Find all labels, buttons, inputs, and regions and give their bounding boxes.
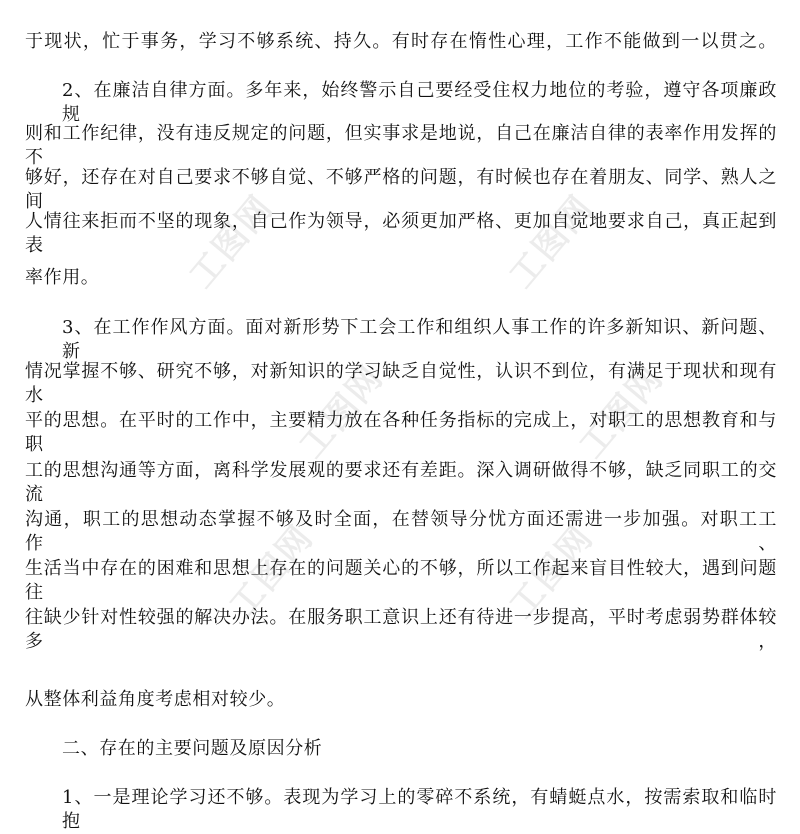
watermark: 工图网 xyxy=(501,517,602,626)
paragraph-line: 平的思想。在平时的工作中，主要精力放在各种任务指标的完成上，对职工的思想教育和与职 xyxy=(25,410,777,455)
watermark: 工图网 xyxy=(501,187,602,296)
paragraph-line: 于现状，忙于事务，学习不够系统、持久。有时存在惰性心理，工作不能做到一以贯之。 xyxy=(25,31,777,52)
paragraph-line: 往缺少针对性较强的解决办法。在服务职工意识上还有待进一步提高，平时考虑弱势群体较多， xyxy=(25,607,777,652)
watermark: 工图网 xyxy=(221,517,322,626)
paragraph-line: 够好，还存在对自己要求不够自觉、不够严格的问题，有时候也存在着朋友、同学、熟人之间 xyxy=(25,167,777,212)
watermark: 工图网 xyxy=(571,357,672,466)
paragraph-line: 2、在廉洁自律方面。多年来，始终警示自己要经受住权力地位的考验，遵守各项廉政规 xyxy=(62,80,777,125)
paragraph-line: 3、在工作作风方面。面对新形势下工会工作和组织人事工作的许多新知识、新问题、新 xyxy=(62,317,777,362)
paragraph-line: 人情往来拒而不坚的现象，自己作为领导，必须更加严格、更加自觉地要求自己，真正起到表 xyxy=(25,211,777,256)
paragraph-line: 沟通，职工的思想动态掌握不够及时全面，在替领导分忧方面还需进一步加强。对职工工作、 xyxy=(25,509,777,554)
watermark: 工图网 xyxy=(181,187,282,296)
paragraph-line: 工的思想沟通等方面，离科学发展观的要求还有差距。深入调研做得不够，缺乏同职工的交流 xyxy=(25,460,777,505)
watermark: 工图网 xyxy=(291,357,392,466)
paragraph-line: 率作用。 xyxy=(25,267,100,288)
section-heading: 二、存在的主要问题及原因分析 xyxy=(62,738,323,759)
paragraph-line: 从整体利益角度考虑相对较少。 xyxy=(25,689,286,710)
paragraph-line: 生活当中存在的困难和思想上存在的问题关心的不够，所以工作起来盲目性较大，遇到问题往 xyxy=(25,558,777,603)
paragraph-line: 1、一是理论学习还不够。表现为学习上的零碎不系统，有蜻蜓点水，按需索取和临时抱 xyxy=(62,787,777,832)
paragraph-line: 情况掌握不够、研究不够，对新知识的学习缺乏自觉性，认识不到位，有满足于现状和现有水 xyxy=(25,361,777,406)
paragraph-line: 则和工作纪律，没有违反规定的问题，但实事求是地说，自己在廉洁自律的表率作用发挥的不 xyxy=(25,123,777,168)
